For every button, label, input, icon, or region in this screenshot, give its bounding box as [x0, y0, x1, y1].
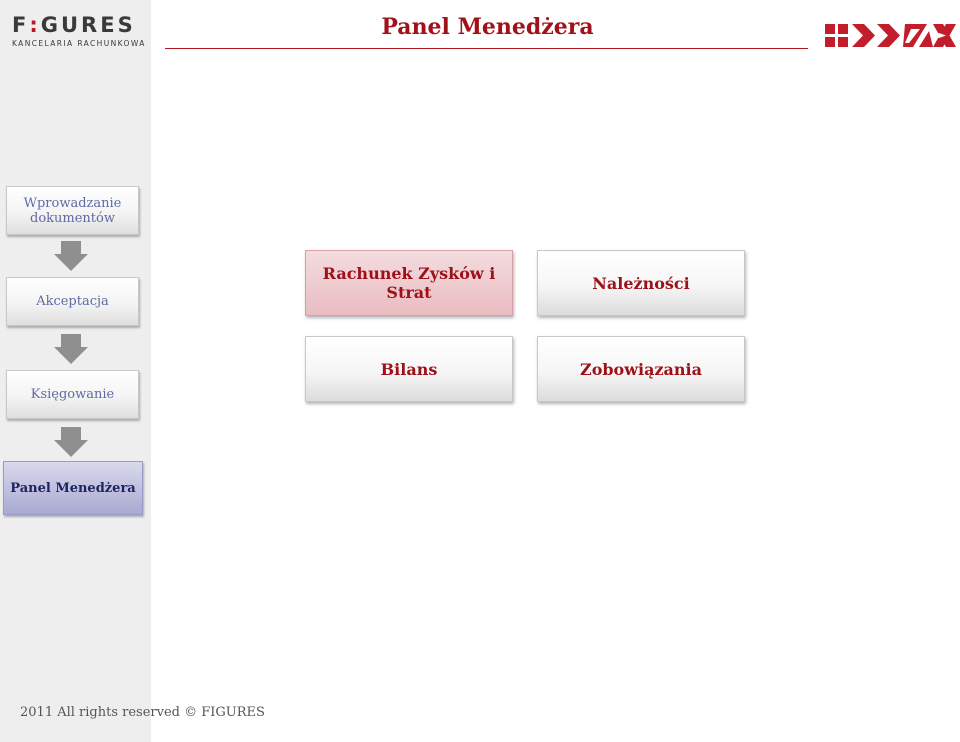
logo-colon-icon: : [29, 13, 38, 37]
step-ksiegowanie[interactable]: Księgowanie [6, 370, 139, 419]
page-title: Panel Menedżera [381, 14, 594, 40]
brand-mark-icon [825, 21, 957, 49]
step-panel-menedzera[interactable]: Panel Menedżera [3, 461, 143, 515]
down-arrow-icon [54, 241, 88, 271]
down-arrow-icon [54, 334, 88, 364]
step-wprowadzanie-dokumentow[interactable]: Wprowadzanie dokumentów [6, 186, 139, 235]
tile-rachunek-zyskow-i-strat[interactable]: Rachunek Zysków i Strat [305, 250, 513, 316]
tile-zobowiazania[interactable]: Zobowiązania [537, 336, 745, 402]
logo-subtitle: KANCELARIA RACHUNKOWA [12, 39, 146, 48]
tile-bilans[interactable]: Bilans [305, 336, 513, 402]
figures-logo[interactable] [12, 13, 146, 54]
header-divider [165, 48, 808, 49]
footer-copyright: 2011 All rights reserved © FIGURES [20, 705, 265, 720]
logo-wordmark: F: GURES [12, 13, 136, 37]
tile-naleznosci[interactable]: Należności [537, 250, 745, 316]
down-arrow-icon [54, 427, 88, 457]
step-akceptacja[interactable]: Akceptacja [6, 277, 139, 326]
